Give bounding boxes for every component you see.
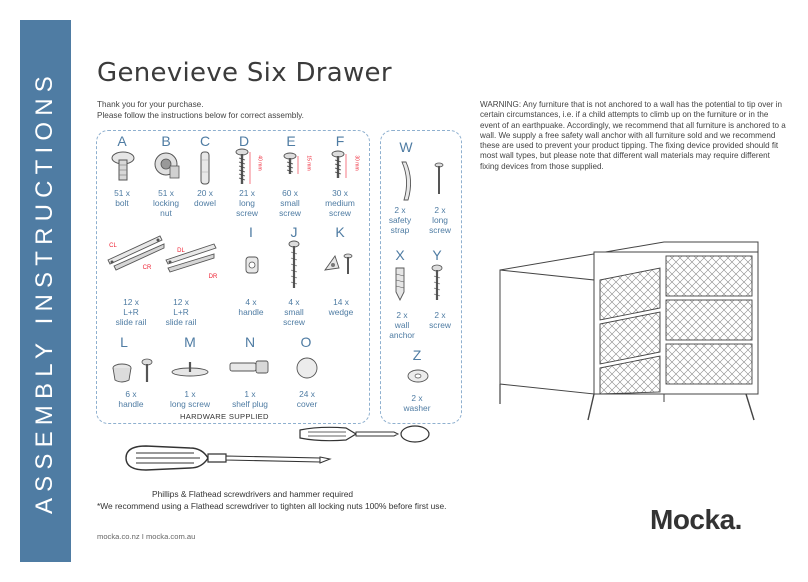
caption-h: 12 x L+R slide rail bbox=[165, 297, 197, 327]
intro-line-1: Thank you for your purchase. bbox=[97, 100, 204, 109]
letter-n: N bbox=[244, 334, 256, 350]
hardware-label: HARDWARE SUPPLIED bbox=[180, 412, 269, 421]
locking-nut-icon bbox=[152, 150, 182, 184]
medium-screw-dim: 30 mm bbox=[353, 155, 360, 171]
caption-z: 2 x washer bbox=[403, 393, 431, 413]
dowel-icon bbox=[198, 150, 212, 186]
letter-y: Y bbox=[432, 247, 442, 263]
caption-w-screw: 2 x long screw bbox=[429, 205, 451, 235]
rail-label-cl: CL bbox=[109, 243, 117, 249]
letter-o: O bbox=[300, 334, 312, 350]
slide-rail-cl-cr-icon bbox=[104, 230, 166, 274]
intro-text bbox=[97, 100, 304, 121]
warning-text: WARNING: Any furniture that is not anchored to a wall has the potential to tip over in certain circumstances, i.e. if a child attempts to climb up on the furniture or in the event of an earthpuake. Accordingly, we recommend that all furniture is anchored to a wall. We supply a free safety wall anchor with all furniture sold and we recommend these are used to prevent your product tipping. The fixing device provided should fit most wall types, but please note that different wall materials may require different fixing devices from those supplied. bbox=[480, 100, 786, 171]
letter-l: L bbox=[120, 334, 128, 350]
caption-f: 30 x medium screw bbox=[325, 188, 355, 218]
medium-screw-icon bbox=[330, 150, 352, 182]
screw-y-icon bbox=[430, 264, 444, 304]
rail-label-dr: DR bbox=[208, 274, 218, 280]
small-screw-dim: 15 mm bbox=[305, 155, 312, 171]
letter-k: K bbox=[335, 224, 345, 240]
page-title: Genevieve Six Drawer bbox=[97, 58, 392, 88]
caption-l: 6 x handle bbox=[118, 389, 144, 409]
long-screw-icon bbox=[234, 148, 256, 188]
caption-b: 51 x locking nut bbox=[152, 188, 180, 218]
letter-c: C bbox=[199, 133, 211, 149]
wall-anchor-icon bbox=[392, 266, 408, 302]
knob-handle-icon bbox=[110, 356, 156, 386]
slide-rail-dl-dr-icon bbox=[162, 238, 218, 278]
footer-links[interactable]: mocka.co.nz I mocka.com.au bbox=[97, 532, 196, 541]
letter-e: E bbox=[286, 133, 296, 149]
wedge-icon bbox=[322, 252, 356, 278]
letter-b: B bbox=[161, 133, 171, 149]
handle-nut-icon bbox=[243, 254, 261, 276]
sidebar-title: ASSEMBLY INSTRUCTIONS bbox=[31, 69, 58, 515]
rail-label-dl: DL bbox=[177, 248, 185, 254]
caption-k: 14 x wedge bbox=[328, 297, 354, 317]
bolt-icon bbox=[108, 150, 138, 184]
caption-x: 2 x wall anchor bbox=[389, 310, 415, 340]
letter-f: F bbox=[335, 133, 345, 149]
phillips-screwdriver-icon bbox=[300, 426, 429, 442]
caption-e: 60 x small screw bbox=[279, 188, 301, 218]
rail-label-cr: CR bbox=[142, 265, 152, 271]
long-screw-w-icon bbox=[432, 162, 446, 198]
letter-d: D bbox=[238, 133, 250, 149]
safety-strap-icon bbox=[394, 160, 418, 202]
letter-a: A bbox=[117, 133, 127, 149]
caption-g: 12 x L+R slide rail bbox=[115, 297, 147, 327]
intro-line-2: Please follow the instructions below for correct assembly. bbox=[97, 110, 304, 120]
brand-logo: Mocka. bbox=[650, 504, 742, 535]
small-screw-icon bbox=[282, 152, 304, 178]
letter-i: I bbox=[249, 224, 253, 240]
letter-m: M bbox=[184, 334, 196, 350]
caption-i: 4 x handle bbox=[238, 297, 264, 317]
caption-c: 20 x dowel bbox=[194, 188, 216, 208]
letter-x: X bbox=[395, 247, 405, 263]
flathead-screwdriver-icon bbox=[126, 446, 330, 470]
washer-icon bbox=[406, 368, 430, 384]
tools-caption: Phillips & Flathead screwdrivers and hammer required bbox=[152, 489, 354, 499]
letter-w: W bbox=[399, 139, 413, 155]
long-screw-m-icon bbox=[170, 360, 210, 380]
screwdrivers-illustration bbox=[124, 424, 454, 488]
caption-w: 2 x safety strap bbox=[388, 205, 412, 235]
letter-z: Z bbox=[412, 347, 422, 363]
caption-y: 2 x screw bbox=[429, 310, 451, 330]
cover-cap-icon bbox=[295, 356, 319, 380]
shelf-plug-icon bbox=[228, 358, 272, 376]
long-screw-dim: 40 mm bbox=[256, 155, 263, 171]
caption-j: 4 x small screw bbox=[283, 297, 305, 327]
dresser-illustration bbox=[496, 234, 764, 424]
caption-n: 1 x shelf plug bbox=[232, 389, 268, 409]
tools-note: *We recommend using a Flathead screwdriver to tighten all locking nuts 100% before first use. bbox=[97, 501, 447, 511]
caption-a: 51 x bolt bbox=[114, 188, 130, 208]
caption-m: 1 x long screw bbox=[169, 389, 211, 409]
small-screw-j-icon bbox=[286, 240, 302, 292]
letter-j: J bbox=[290, 224, 298, 240]
caption-d: 21 x long screw bbox=[236, 188, 258, 218]
caption-o: 24 x cover bbox=[296, 389, 318, 409]
